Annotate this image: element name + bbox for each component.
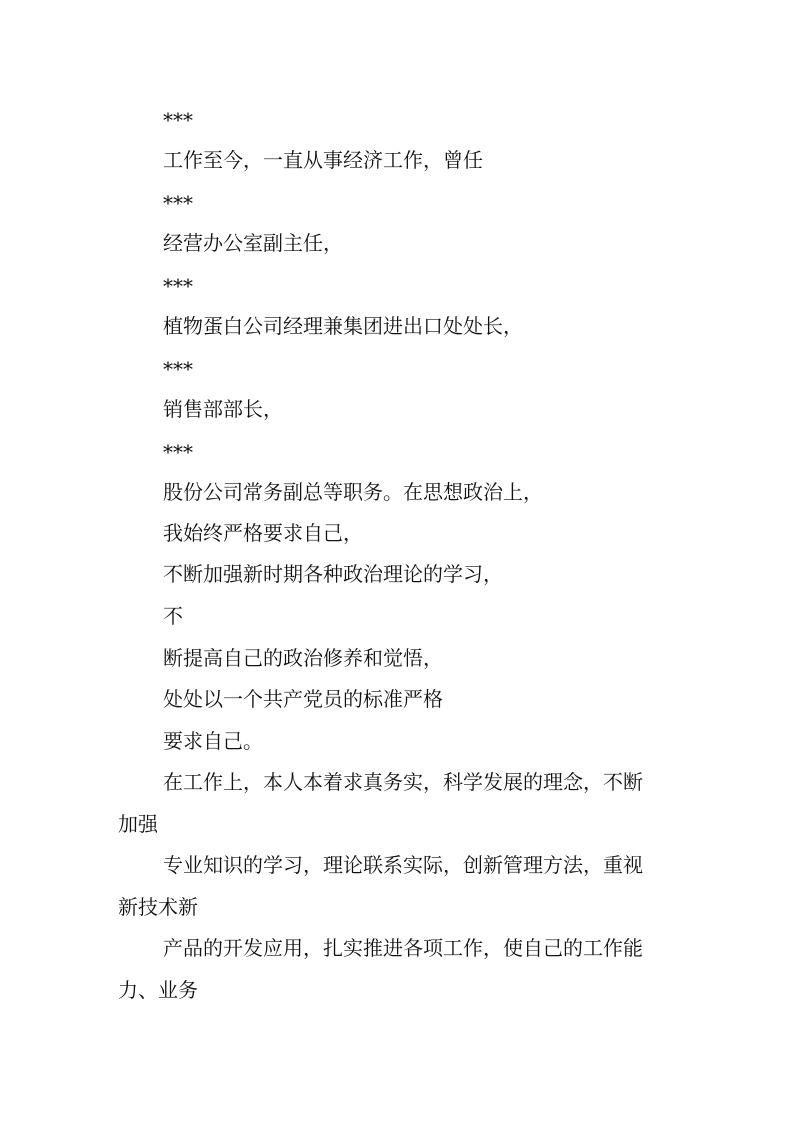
text-line: 股份公司常务副总等职务。在思想政治上，: [163, 480, 543, 504]
text-line: 力、业务: [118, 978, 198, 1002]
text-line: 要求自己。: [163, 729, 263, 753]
text-line: ***: [163, 440, 193, 464]
text-line: ***: [163, 357, 193, 381]
text-line: 处处以一个共产党员的标准严格: [163, 687, 443, 711]
text-line: 工作至今，一直从事经济工作，曾任: [163, 148, 483, 172]
text-line: 植物蛋白公司经理兼集团进出口处处长，: [163, 314, 523, 338]
text-line: 不断加强新时期各种政治理论的学习，: [163, 562, 503, 586]
text-line: 不: [163, 604, 183, 628]
text-line: 我始终严格要求自己，: [163, 521, 363, 545]
text-line: ***: [163, 191, 193, 215]
text-line: 新技术新: [118, 895, 198, 919]
text-line: 产品的开发应用，扎实推进各项工作，使自己的工作能: [163, 936, 643, 960]
text-line: 经营办公室副主任，: [163, 231, 343, 255]
text-line: 专业知识的学习，理论联系实际，创新管理方法，重视: [163, 853, 643, 877]
text-line: 在工作上，本人本着求真务实，科学发展的理念，不断: [163, 770, 643, 794]
text-line: 断提高自己的政治修养和觉悟，: [163, 646, 443, 670]
text-line: ***: [163, 108, 193, 132]
text-line: ***: [163, 274, 193, 298]
text-line: 加强: [118, 812, 158, 836]
text-line: 销售部部长，: [163, 397, 283, 421]
